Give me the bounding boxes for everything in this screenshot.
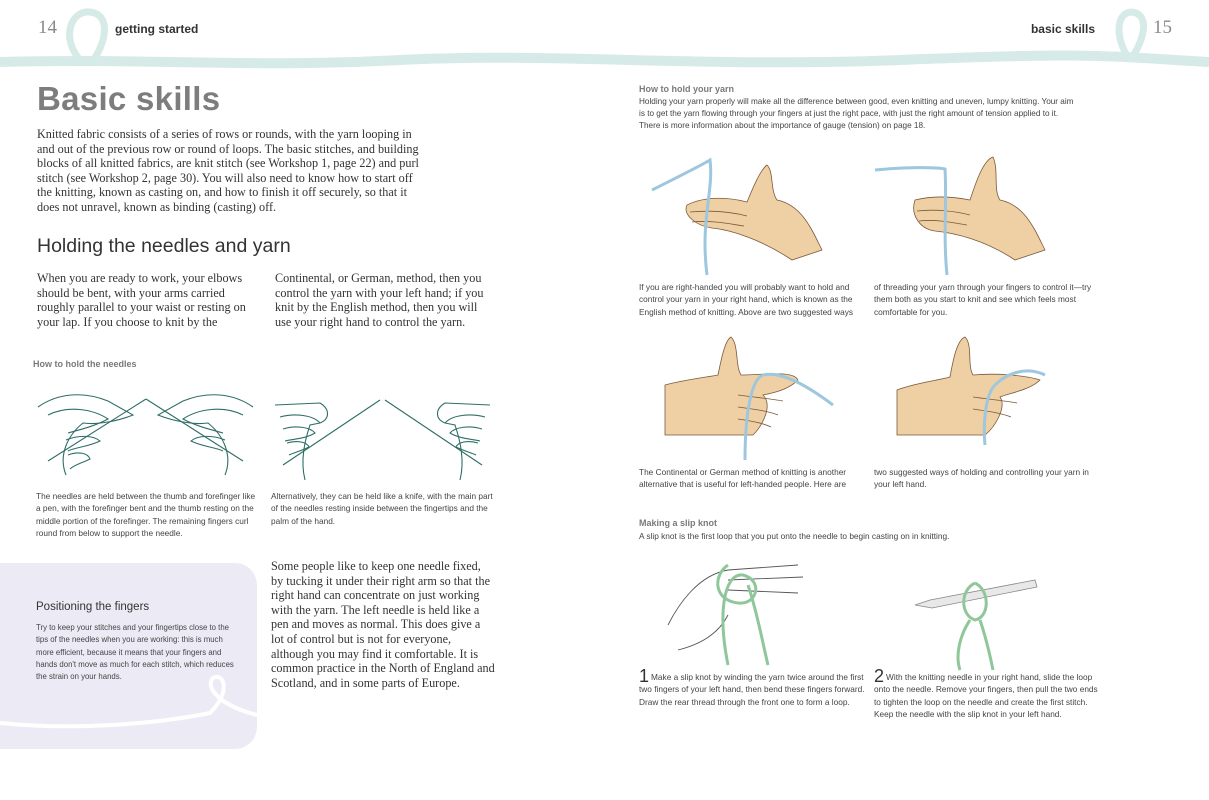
yarn-intro: Holding your yarn properly will make all the difference between good, even knitting and uneven, lumpy knitting. Your aim is to get the yarn flowing through your fingers at just the right pace, with just the right amount of tension applied to it. There is more information about the importance of gauge (tension) on page 18.: [639, 97, 1074, 131]
tip-box-heading: Positioning the fingers: [36, 601, 150, 613]
yarn-loop-decoration: [0, 673, 257, 743]
yarn-band-decoration: [0, 0, 1209, 80]
needles-knife-grip-illustration: [275, 395, 490, 485]
slipknot-intro: A slip knot is the first loop that you put onto the needle to begin casting on in knitting.: [639, 531, 950, 541]
section-text-col1: When you are ready to work, your elbows should be bent, with your arms carried roughly parallel to your waist or resting on your lap. If you choose to knit by the: [37, 271, 246, 329]
continental-method-hand-1: [663, 335, 833, 460]
tip-box-text: Try to keep your stitches and your fingertips close to the tips of the needles when you are working: this is much more efficient, because it means that your fingers and hands don't move as much for each stitch, which reduces the strain on your hands.: [36, 623, 234, 682]
continental-caption-2: two suggested ways of holding and controlling your yarn in your left hand.: [874, 467, 1089, 490]
slipknot-step2-illustration: [915, 575, 1040, 670]
slipknot-step-2: [874, 666, 1102, 720]
needles-pen-grip-illustration: [38, 385, 253, 485]
page-number-right: 15: [1153, 17, 1172, 38]
needles-caption-knife: Alternatively, they can be held like a knife, with the main part of the needles resting inside between the fingertips and the palm of the hand.: [271, 491, 493, 526]
intro-paragraph: Knitted fabric consists of a series of rows or rounds, with the yarn looping in and out of the previous row or round of loops. The basic stitches, and building blocks of all knitted fabrics, are knit stitch (see Workshop 1, page 22) and purl stitch (see Workshop 2, page 30). You will also need to know how to start off the knitting, known as casting on, and how to finish it off securely, so that it does not unravel, known as binding (casting) off.: [37, 127, 419, 214]
page-number-left: 14: [38, 17, 57, 38]
needles-subheading: How to hold the needles: [33, 359, 137, 369]
yarn-subheading: How to hold your yarn: [639, 84, 735, 94]
step-text: Make a slip knot by winding the yarn twice around the first two fingers of your left hand, then bend these fingers forward. Draw the rear thread through the front one to form a loop.: [639, 672, 865, 707]
running-title-right: basic skills: [1030, 22, 1095, 36]
continental-method-hand-2: [895, 335, 1065, 460]
step-text: With the knitting needle in your right hand, slide the loop onto the needle. Remove your fingers, then pull the two ends to tighten the loop on the needle and create the first stitch. Keep the needle with the slip knot in your left hand.: [874, 672, 1098, 719]
slipknot-step-1: [639, 666, 867, 708]
needles-caption-pen: The needles are held between the thumb and forefinger like a pen, with the forefinger bent and the thumb resting on the middle portion of the forefinger. The remaining fingers curl round from below to support the needle.: [36, 491, 256, 538]
section-text-col2: Continental, or German, method, then you control the yarn with your left hand; if you knit by the English method, then you will use your right hand to control the yarn.: [275, 271, 484, 329]
continental-caption-1: The Continental or German method of knitting is another alternative that is useful for left-handed people. Here are: [639, 467, 847, 490]
slipknot-step1-illustration: [668, 555, 808, 670]
english-caption-1: If you are right-handed you will probably want to hold and control your yarn in your right hand, which is known as the English method of knitting. Above are two suggested ways: [639, 282, 854, 317]
english-method-hand-1: [652, 150, 827, 275]
page-title: Basic skills: [37, 80, 221, 117]
running-title-left: getting started: [115, 22, 199, 36]
step-number: 2: [874, 666, 885, 686]
english-caption-2: of threading your yarn through your fingers to control it—try them both as you start to knit and see which feels most comfortable for you.: [874, 282, 1092, 317]
section-heading: Holding the needles and yarn: [37, 235, 291, 257]
fixed-needle-paragraph: Some people like to keep one needle fixed, by tucking it under their right arm so that the right hand can concentrate on just working with the yarn. The left needle is held like a pen and moves as normal. This does give a lot of control but is not for everyone, although you may find it comfortable. It is common practice in the North of England and Scotland, and in some parts of Europe.: [271, 559, 495, 690]
slipknot-subheading: Making a slip knot: [639, 518, 718, 528]
tip-box: [0, 563, 257, 749]
english-method-hand-2: [875, 155, 1050, 280]
step-number: 1: [639, 666, 650, 686]
